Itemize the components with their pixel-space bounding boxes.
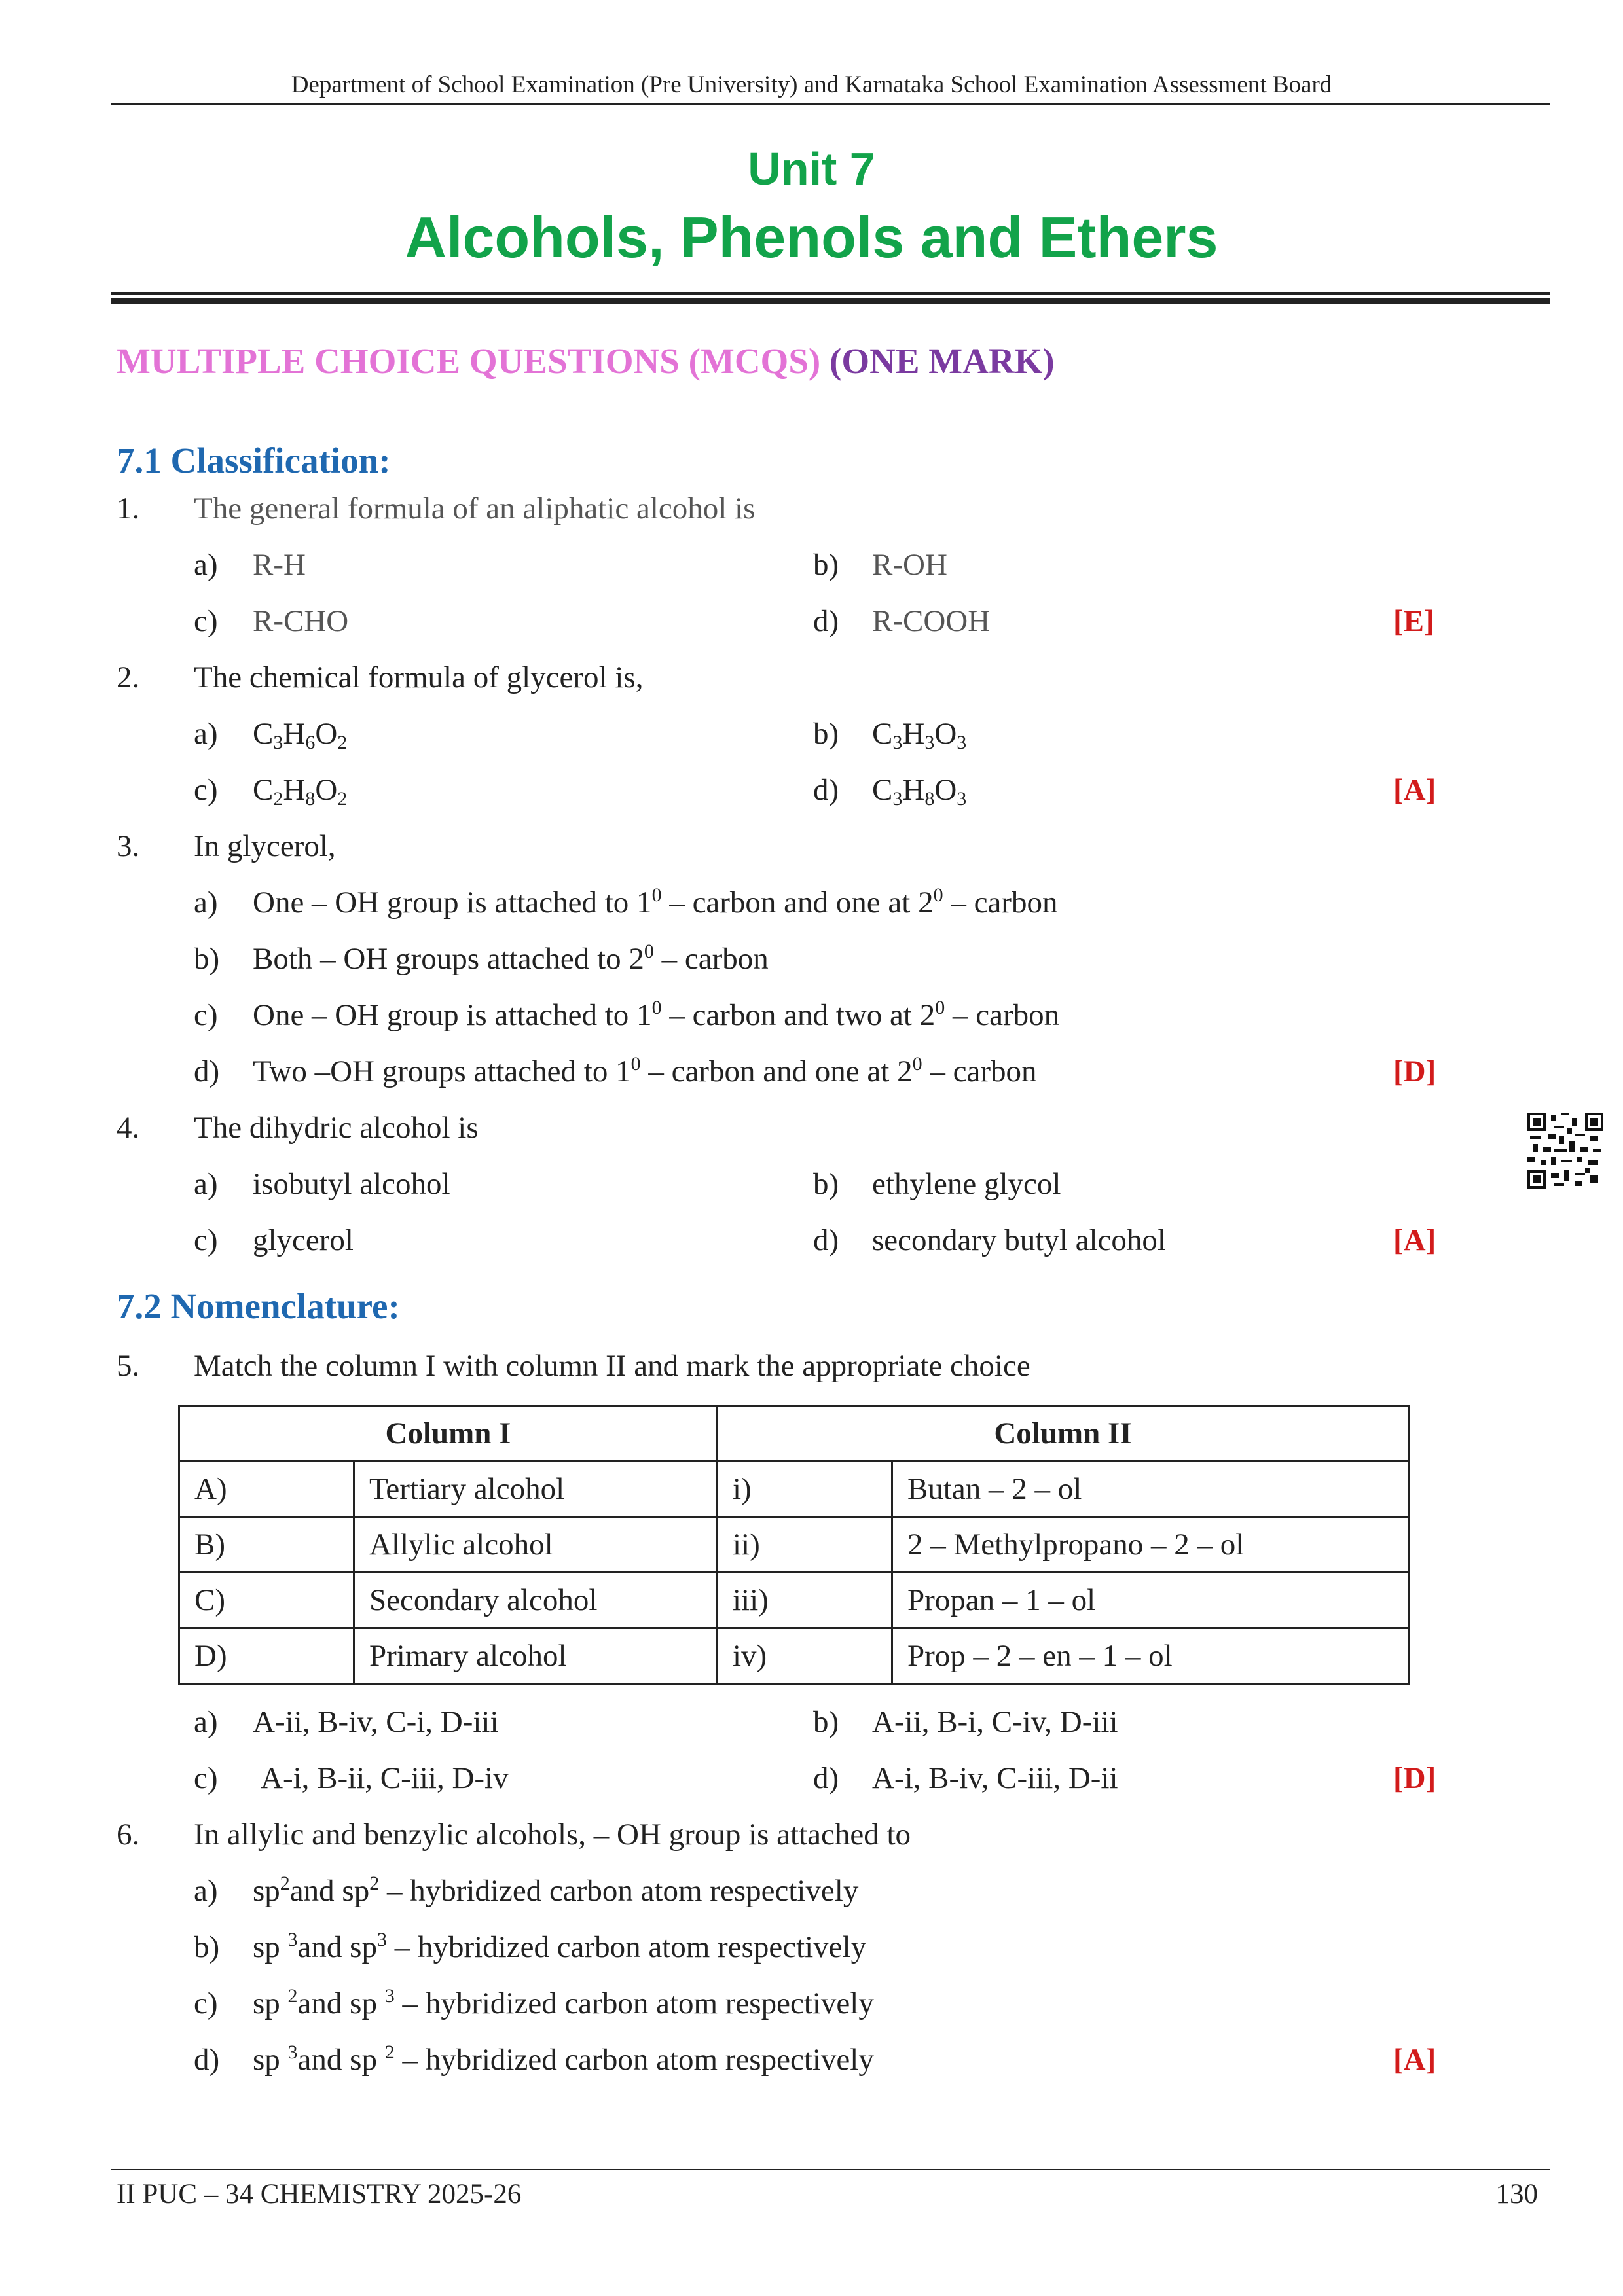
option-label: c): [194, 604, 218, 638]
table-cell: B): [179, 1517, 354, 1573]
option-text: Both – OH groups attached to $2^0$ – carbon: [253, 941, 769, 976]
table-cell: Propan – 1 – ol: [892, 1573, 1409, 1628]
header-rule: [111, 103, 1550, 105]
option-label: d): [194, 2043, 220, 2077]
unit-title: Alcohols, Phenols and Ethers: [405, 205, 1218, 270]
table-cell: Primary alcohol: [354, 1628, 718, 1684]
title-rule-thin: [111, 292, 1550, 295]
table-cell: Secondary alcohol: [354, 1573, 718, 1628]
option-text: $C_3H_8O_3$: [872, 773, 967, 810]
table-row: [179, 1573, 1409, 1628]
question-text: In allylic and benzylic alcohols, – OH group is attached to: [194, 1818, 911, 1852]
option-text: R-H: [253, 548, 306, 582]
option-text: A-i, B-iv, C-iii, D-ii: [872, 1761, 1118, 1795]
title-rule-thick: [111, 298, 1550, 304]
option-label: c): [194, 773, 218, 807]
question-number: 3.: [117, 829, 140, 863]
option-text: R-OH: [872, 548, 947, 582]
answer-key: [E]: [1393, 604, 1434, 638]
footer-course: II PUC – 34 CHEMISTRY 2025-26: [117, 2179, 522, 2210]
table-cell: iv): [718, 1628, 892, 1684]
option-label: b): [813, 717, 839, 751]
option-text: $C_2H_8O_2$: [253, 773, 348, 810]
question-text: Match the column I with column II and mark the appropriate choice: [194, 1349, 1030, 1383]
option-text: sp $^3$and $sp^3$ – hybridized carbon atom respectively: [253, 1929, 867, 1964]
option-label: c): [194, 998, 218, 1032]
option-text: sp $^3$and sp $^2$ – hybridized carbon atom respectively: [253, 2041, 874, 2077]
table-row: [179, 1628, 1409, 1684]
option-text: R-COOH: [872, 604, 991, 638]
column-header: Column I: [179, 1406, 718, 1462]
option-label: a): [194, 1167, 218, 1201]
table-cell: A): [179, 1462, 354, 1517]
option-label: c): [194, 1761, 218, 1795]
option-label: d): [813, 1223, 839, 1257]
table-cell: Tertiary alcohol: [354, 1462, 718, 1517]
table-cell: D): [179, 1628, 354, 1684]
page-header: Department of School Examination (Pre University) and Karnataka School Examination Assessment Board: [291, 71, 1332, 98]
mcq-heading-marks: (ONE MARK): [830, 341, 1055, 381]
question-text: In glycerol,: [194, 829, 336, 863]
unit-label: Unit 7: [748, 143, 875, 194]
option-label: d): [813, 1761, 839, 1795]
answer-key: [A]: [1393, 2043, 1436, 2077]
match-table: [178, 1405, 1410, 1685]
option-text: sp $^2$and sp $^3$ – hybridized carbon atom respectively: [253, 1985, 874, 2020]
answer-key: [D]: [1393, 1054, 1436, 1088]
qr-code[interactable]: [1527, 1113, 1603, 1189]
table-cell: 2 – Methylpropano – 2 – ol: [892, 1517, 1409, 1573]
option-label: b): [813, 1705, 839, 1739]
answer-key: [D]: [1393, 1761, 1436, 1795]
question-number: 6.: [117, 1818, 140, 1852]
option-label: c): [194, 1223, 218, 1257]
mcq-heading: [117, 340, 1055, 382]
option-text: A-ii, B-i, C-iv, D-iii: [872, 1705, 1118, 1739]
answer-key: [A]: [1393, 1223, 1436, 1257]
option-label: d): [813, 773, 839, 807]
option-label: a): [194, 548, 218, 582]
answer-key: [A]: [1393, 773, 1436, 807]
question-text: The chemical formula of glycerol is,: [194, 660, 644, 694]
option-text: One – OH group is attached to $1^0$ – carbon and one at $2^0$ – carbon: [253, 884, 1058, 920]
option-label: a): [194, 886, 218, 920]
question-number: 5.: [117, 1349, 140, 1383]
option-text: A-ii, B-iv, C-i, D-iii: [253, 1705, 499, 1739]
option-text: glycerol: [253, 1223, 354, 1257]
question-number: 4.: [117, 1111, 140, 1145]
option-text: $sp^2and$ $sp^2$ – hybridized carbon atom respectively: [253, 1873, 859, 1908]
table-header-row: [179, 1406, 1409, 1462]
section-heading: 7.1 Classification:: [117, 440, 391, 480]
footer-rule: [111, 2169, 1550, 2170]
option-text: A-i, B-ii, C-iii, D-iv: [261, 1761, 509, 1795]
question-text: The general formula of an aliphatic alcohol is: [194, 492, 756, 526]
column-header: Column II: [718, 1406, 1409, 1462]
question-number: 1.: [117, 492, 140, 526]
page-number: 130: [1495, 2179, 1538, 2210]
table-cell: ii): [718, 1517, 892, 1573]
table-cell: Allylic alcohol: [354, 1517, 718, 1573]
option-label: b): [813, 1167, 839, 1201]
table-row: [179, 1462, 1409, 1517]
table-cell: C): [179, 1573, 354, 1628]
option-label: d): [194, 1054, 220, 1088]
option-text: R-CHO: [253, 604, 349, 638]
option-label: d): [813, 604, 839, 638]
option-text: $C_3H_3O_3$: [872, 717, 967, 753]
table-cell: iii): [718, 1573, 892, 1628]
option-text: One – OH group is attached to $1^0$ – carbon and two at $2^0$ – carbon: [253, 997, 1060, 1032]
table-cell: Prop – 2 – en – 1 – ol: [892, 1628, 1409, 1684]
option-text: Two –OH groups attached to $1^0$ – carbon and one at $2^0$ – carbon: [253, 1053, 1037, 1088]
option-text: isobutyl alcohol: [253, 1167, 450, 1201]
option-text: $C_3H_6O_2$: [253, 717, 348, 753]
option-text: ethylene glycol: [872, 1167, 1061, 1201]
option-label: a): [194, 1705, 218, 1739]
option-label: b): [813, 548, 839, 582]
mcq-heading-main: MULTIPLE CHOICE QUESTIONS (MCQS): [117, 341, 821, 381]
table-cell: i): [718, 1462, 892, 1517]
question-number: 2.: [117, 660, 140, 694]
option-label: c): [194, 1986, 218, 2020]
option-text: secondary butyl alcohol: [872, 1223, 1166, 1257]
table-row: [179, 1517, 1409, 1573]
option-label: b): [194, 1930, 220, 1964]
option-label: b): [194, 942, 220, 976]
section-heading: 7.2 Nomenclature:: [117, 1286, 400, 1326]
option-label: a): [194, 717, 218, 751]
option-label: a): [194, 1874, 218, 1908]
table-cell: Butan – 2 – ol: [892, 1462, 1409, 1517]
question-text: The dihydric alcohol is: [194, 1111, 479, 1145]
